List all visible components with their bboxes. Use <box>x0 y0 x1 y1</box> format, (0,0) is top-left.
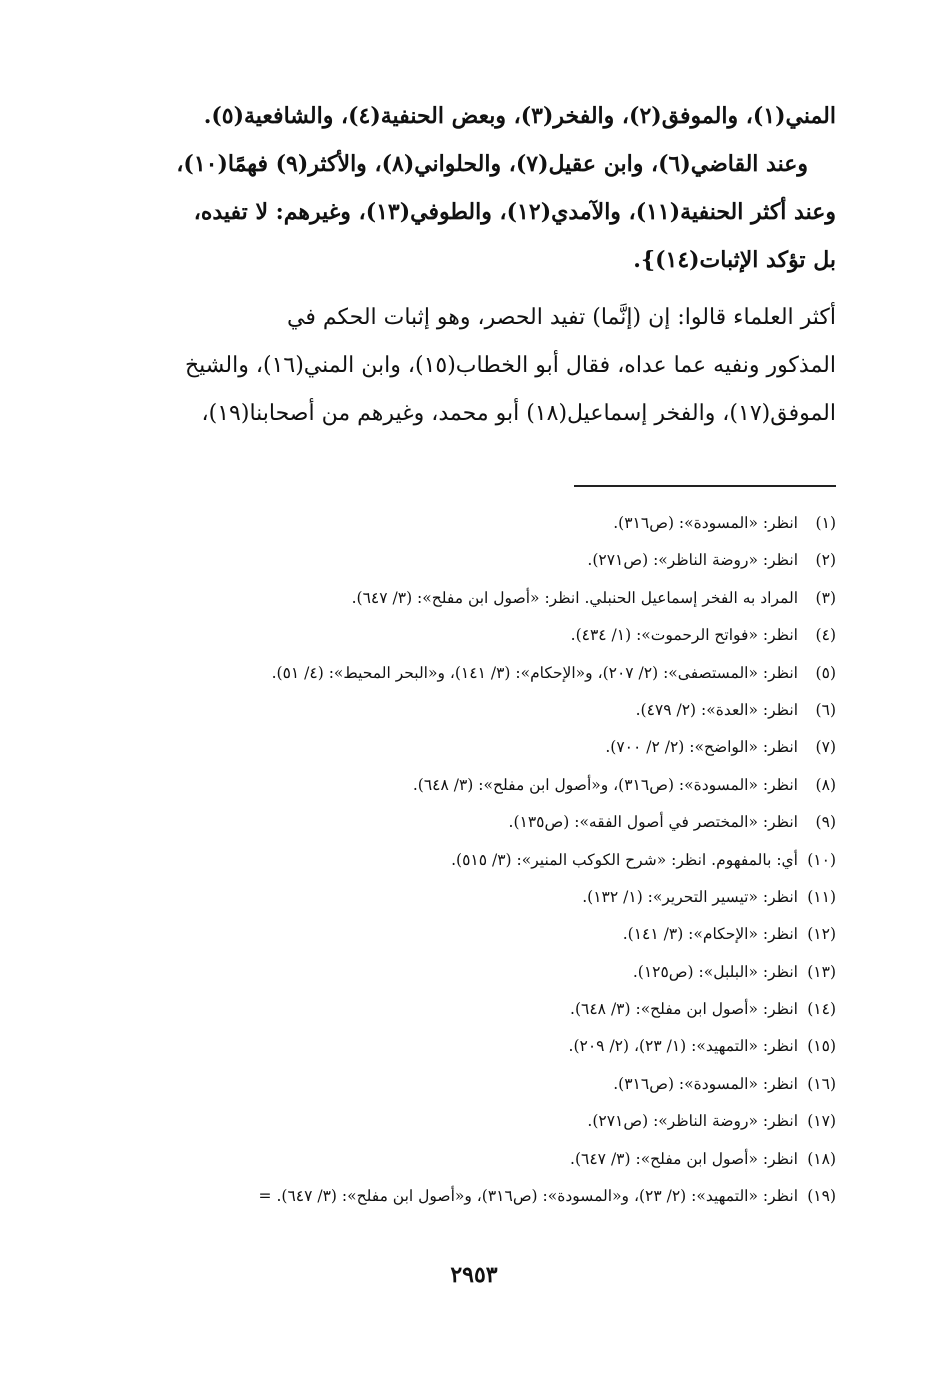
footnote-text: انظر: «المسودة»: (ص٣١٦)، و«أصول ابن مفلح»: (٣/ ٦٤٨). <box>412 775 798 794</box>
footnote-text: انظر: «أصول ابن مفلح»: (٣/ ٦٤٨). <box>570 1000 798 1019</box>
footnote-text: انظر: «البلبل»: (ص١٢٥). <box>632 962 798 981</box>
text-line: بل تؤكد الإثبات(١٤)}. <box>633 247 836 273</box>
footnote-text: انظر: «أصول ابن مفلح»: (٣/ ٦٤٧). <box>570 1149 798 1168</box>
footnote-number: (١) <box>815 514 836 532</box>
footnote <box>120 1178 836 1215</box>
footnote-number: (١٢) <box>807 925 836 944</box>
footnote <box>120 879 836 916</box>
footnote <box>120 804 836 841</box>
footnote-number: (٥) <box>815 663 836 682</box>
text-line: أكثر العلماء قالوا: إن (إنَّما) تفيد الحصر، وهو إثبات الحكم في <box>287 305 836 330</box>
footnote-number: (٢) <box>815 551 836 570</box>
footnote-text: انظر: «روضة الناظر»: (ص٢٧١). <box>587 551 798 570</box>
footnote-number: (١٤) <box>807 1000 836 1019</box>
footnote <box>120 692 836 729</box>
footnote <box>120 1066 836 1103</box>
footnote-number: (١٥) <box>807 1037 836 1056</box>
footnote <box>120 580 836 617</box>
footnote-number: (١٨) <box>807 1149 836 1168</box>
footnote <box>120 842 836 879</box>
text-line: وعند القاضي(٦)، وابن عقيل(٧)، والحلواني(٨)، والأكثر(٩) فهمًا(١٠)، <box>176 151 808 177</box>
text-line: المني(١)، والموفق(٢)، والفخر(٣)، وبعض الحنفية(٤)، والشافعية(٥). <box>203 103 836 129</box>
footnote-number: (٦) <box>815 700 836 719</box>
footnote-number: (١٣) <box>807 962 836 981</box>
footnote <box>120 505 836 542</box>
footnote <box>120 1103 836 1140</box>
footnote-number: (١٦) <box>807 1074 836 1093</box>
footnote-text: أي: بالمفهوم. انظر: «شرح الكوكب المنير»: (٣/ ٥١٥). <box>451 850 798 869</box>
footnote <box>120 729 836 766</box>
main-text <box>112 92 836 438</box>
footnote-separator <box>574 485 836 487</box>
footnote <box>120 767 836 804</box>
footnote <box>120 991 836 1028</box>
text-line: الموفق(١٧)، والفخر إسماعيل(١٨) أبو محمد، وغيرهم من أصحابنا(١٩)، <box>201 401 836 426</box>
footnote-number: (١٧) <box>807 1112 836 1131</box>
footnote <box>120 1028 836 1065</box>
footnote-text: انظر: «المسودة»: (ص٣١٦). <box>613 1074 798 1093</box>
footnote <box>120 542 836 579</box>
footnote-text: انظر: «الإحكام»: (٣/ ١٤١). <box>622 925 798 944</box>
footnote <box>120 655 836 692</box>
footnote <box>120 617 836 654</box>
footnote-text: انظر: «الواضح»: (٢/ ٢/ ٧٠٠). <box>605 738 798 757</box>
footnote-text: المراد به الفخر إسماعيل الحنبلي. انظر: «أصول ابن مفلح»: (٣/ ٦٤٧). <box>351 588 798 607</box>
footnote-text: انظر: «المسودة»: (ص٣١٦). <box>613 514 798 532</box>
footnote-number: (٨) <box>815 775 836 794</box>
footnote-number: (١٩) <box>807 1187 836 1206</box>
footnote-text: انظر: «روضة الناظر»: (ص٢٧١). <box>587 1112 798 1131</box>
footnote-number: (٤) <box>815 626 836 645</box>
footnote-text: انظر: «التمهيد»: (٢/ ٢٣)، و«المسودة»: (ص٣١٦)، و«أصول ابن مفلح»: (٣/ ٦٤٧). = <box>258 1187 798 1206</box>
footnote <box>120 1141 836 1178</box>
footnote <box>120 916 836 953</box>
footnote-number: (٧) <box>815 738 836 757</box>
footnote-number: (٣) <box>815 588 836 607</box>
page-number: ٢٩٥٣ <box>450 1262 498 1288</box>
footnote-text: انظر: «التمهيد»: (١/ ٢٣)، (٢/ ٢٠٩). <box>568 1037 798 1056</box>
text-line: المذكور ونفيه عما عداه، فقال أبو الخطاب(١٥)، وابن المني(١٦)، والشيخ <box>184 353 836 378</box>
paragraph-gap <box>112 284 836 294</box>
footnote-text: انظر: «العدة»: (٢/ ٤٧٩). <box>635 700 798 719</box>
footnote-text: انظر: «المستصفى»: (٢/ ٢٠٧)، و«الإحكام»: (٣/ ١٤١)، و«البحر المحيط»: (٤/ ٥١). <box>271 663 798 682</box>
footnote-text: انظر: «فواتح الرحموت»: (١/ ٤٣٤). <box>570 626 798 645</box>
footnote <box>120 954 836 991</box>
footnote-number: (٩) <box>815 813 836 832</box>
footnotes <box>120 505 836 1215</box>
footnote-number: (١١) <box>807 887 836 906</box>
text-line: وعند أكثر الحنفية(١١)، والآمدي(١٢)، والطوفي(١٣)، وغيرهم: لا تفيده، <box>193 199 836 225</box>
footnote-text: انظر: «المختصر في أصول الفقه»: (ص١٣٥). <box>508 813 798 832</box>
footnote-text: انظر: «تيسير التحرير»: (١/ ١٣٢). <box>582 887 798 906</box>
footnote-number: (١٠) <box>807 850 836 869</box>
